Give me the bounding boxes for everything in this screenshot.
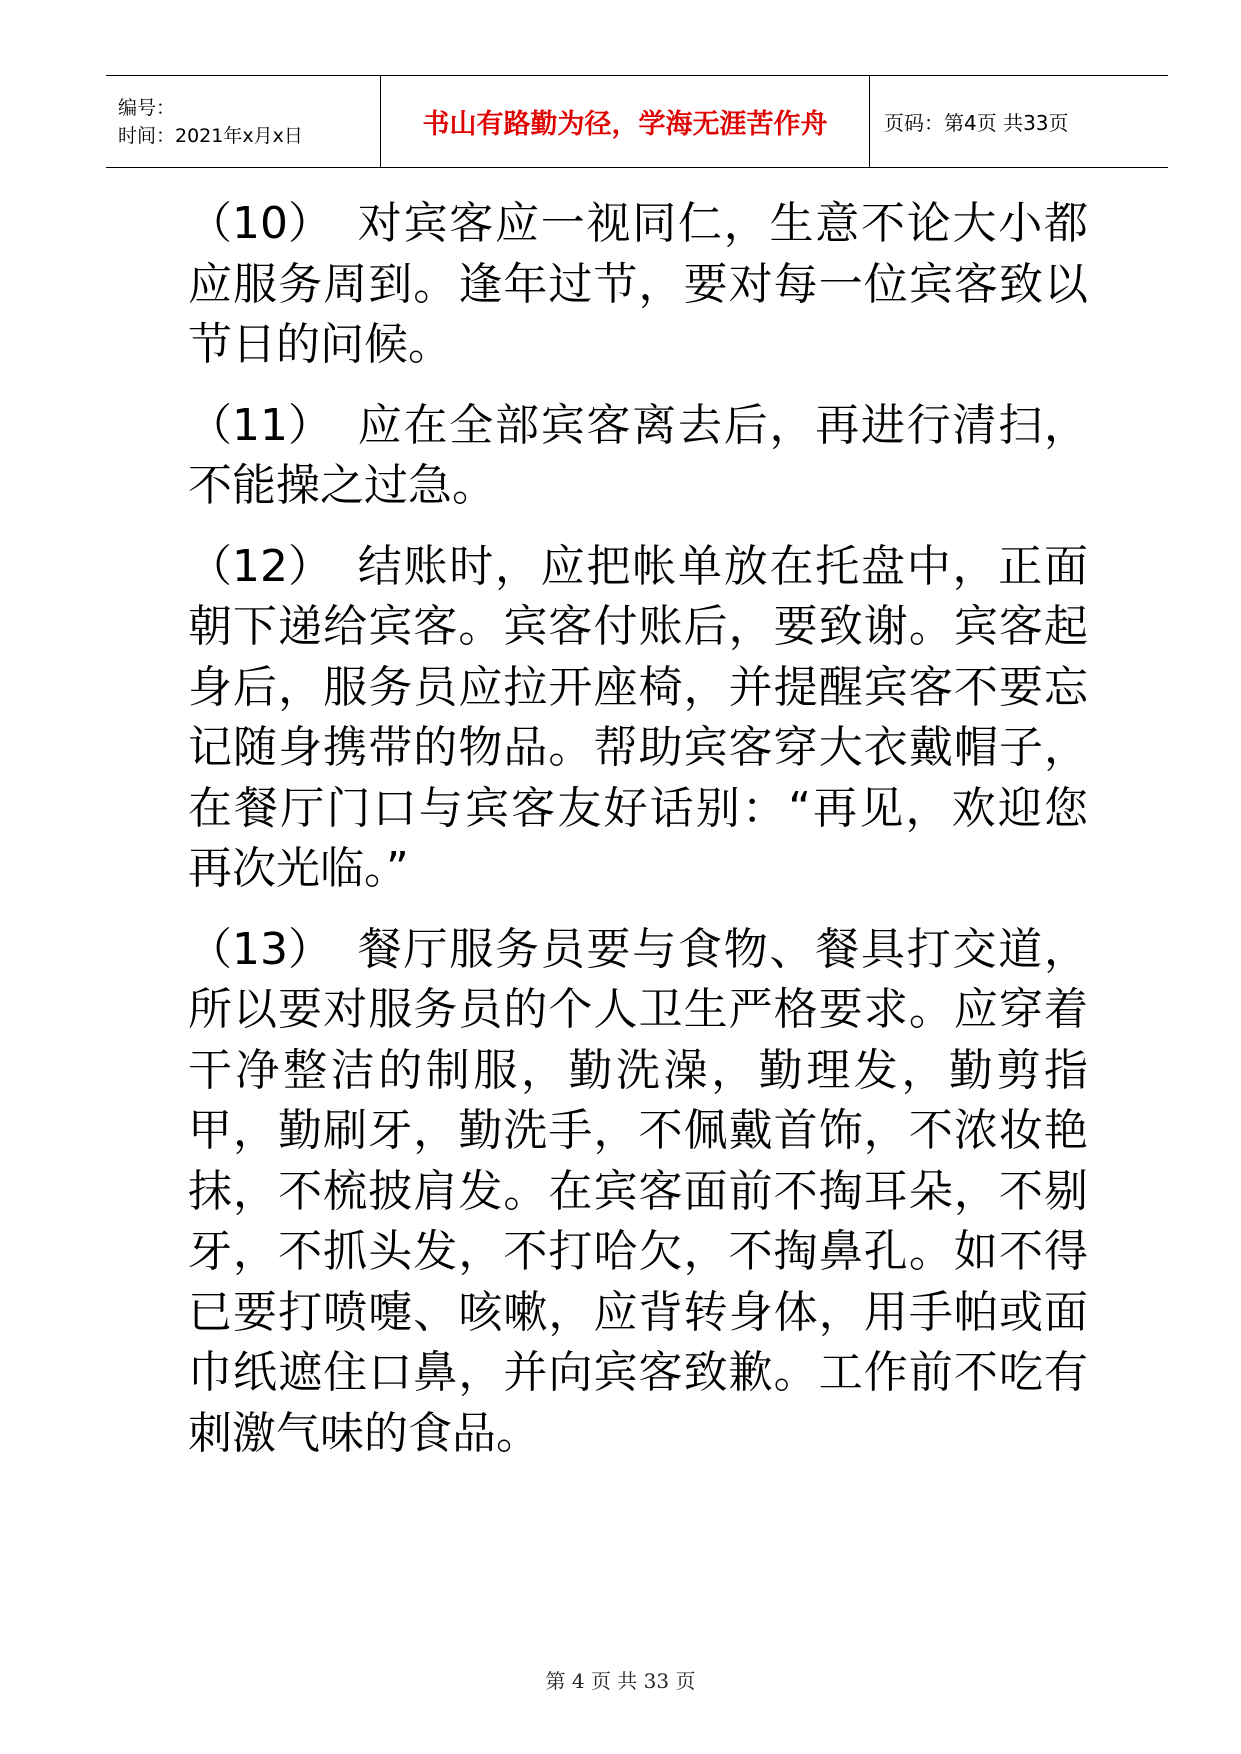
- number-label: 编号：: [118, 96, 176, 119]
- header-page-info: 页码：第4页 共33页: [870, 76, 1169, 168]
- document-body: [188, 194, 1088, 1484]
- paragraph-10: [188, 194, 1088, 376]
- paragraph-number: （13）: [188, 923, 332, 975]
- paragraph-12: [188, 537, 1088, 900]
- paragraph-number: （10）: [188, 198, 332, 249]
- header-table: [106, 75, 1168, 168]
- paragraph-13: [188, 920, 1088, 1465]
- page-footer-text: 第 4 页 共 33 页: [545, 1669, 696, 1693]
- motto: 书山有路勤为径，学海无涯苦作舟: [381, 76, 870, 168]
- paragraph-text: 餐厅服务员要与食物、餐具打交道，所以要对服务员的个人卫生严格要求。应穿着干净整洁的制服，勤洗澡，勤理发，勤剪指甲，勤刷牙，勤洗手，不佩戴首饰，不浓妆艳抹，不梳披肩发。在宾客面前不掏耳朵，不剔牙，不抓头发，不打哈欠，不掏鼻孔。如不得已要打喷嚏、咳嗽，应背转身体，用手帕或面巾纸遮住口鼻，并向宾客致歉。工作前不吃有刺激气味的食品。: [188, 923, 1088, 1459]
- paragraph-text: 应在全部宾客离去后，再进行清扫，不能操之过急。: [188, 399, 1088, 511]
- paragraph-number: （12）: [188, 540, 332, 592]
- paragraph-number: （11）: [188, 399, 332, 451]
- header-meta-cell: [106, 76, 381, 168]
- time-label: 时间：2021年x月x日: [118, 124, 303, 147]
- paragraph-text: 结账时，应把帐单放在托盘中，正面朝下递给宾客。宾客付账后，要致谢。宾客起身后，服务员应拉开座椅，并提醒宾客不要忘记随身携带的物品。帮助宾客穿大衣戴帽子，在餐厅门口与宾客友好话别：“再见，欢迎您再次光临。”: [188, 540, 1088, 894]
- page-footer: [0, 1665, 1241, 1694]
- paragraph-11: [188, 396, 1088, 517]
- paragraph-text: 对宾客应一视同仁，生意不论大小都应服务周到。逢年过节，要对每一位宾客致以节日的问候。: [188, 198, 1088, 370]
